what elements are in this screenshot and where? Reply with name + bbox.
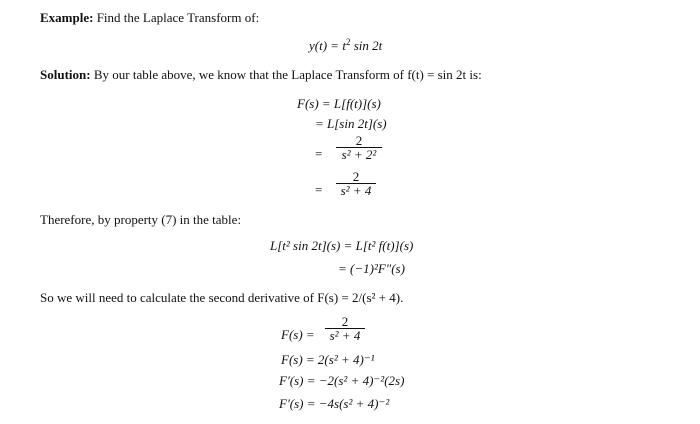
- derivation1-eq1: =: [315, 146, 323, 161]
- given-exponent: 2: [345, 37, 351, 47]
- frac3-denominator: s² + 4: [325, 328, 365, 343]
- solution-text: By our table above, we know that the Laplace Transform of f(t) = sin 2t is:: [93, 67, 482, 82]
- example-line: [40, 10, 259, 25]
- derivation1-line1: F(s) = L[f(t)](s): [297, 96, 381, 111]
- therefore-line: Therefore, by property (7) in the table:: [40, 212, 242, 227]
- derivation1-eq2: =: [315, 182, 323, 197]
- solution-line: [40, 67, 482, 82]
- frac2-numerator: 2: [352, 169, 360, 184]
- derivation2-line2: = (−1)²F″(s): [338, 261, 405, 276]
- solution-label: Solution:: [40, 67, 91, 82]
- given-lhs: y(t) = t: [309, 38, 346, 53]
- frac3-numerator: 2: [341, 314, 349, 329]
- derivation3-line1-lhs: F(s) =: [281, 327, 315, 342]
- derivation3-line4: F′(s) = −4s(s² + 4)⁻²: [279, 396, 390, 411]
- derivation2-line1: L[t² sin 2t](s) = L[t² f(t)](s): [270, 238, 414, 253]
- derivation1-frac1: [336, 134, 382, 162]
- frac1-denominator: s² + 2²: [336, 147, 382, 162]
- frac1-numerator: 2: [355, 133, 363, 148]
- need-line: So we will need to calculate the second derivative of F(s) = 2/(s² + 4).: [40, 290, 404, 305]
- frac2-denominator: s² + 4: [336, 183, 376, 198]
- derivation3-frac: [325, 315, 365, 343]
- derivation1-frac2: [336, 170, 376, 198]
- example-label: Example:: [40, 10, 94, 25]
- example-text: Find the Laplace Transform of:: [96, 10, 260, 25]
- given-equation: [309, 38, 382, 53]
- derivation1-line2: = L[sin 2t](s): [315, 116, 387, 131]
- derivation3-line2: F(s) = 2(s² + 4)⁻¹: [281, 352, 375, 367]
- derivation3-line3: F′(s) = −2(s² + 4)⁻²(2s): [279, 373, 405, 388]
- given-rhs: sin 2t: [350, 38, 383, 53]
